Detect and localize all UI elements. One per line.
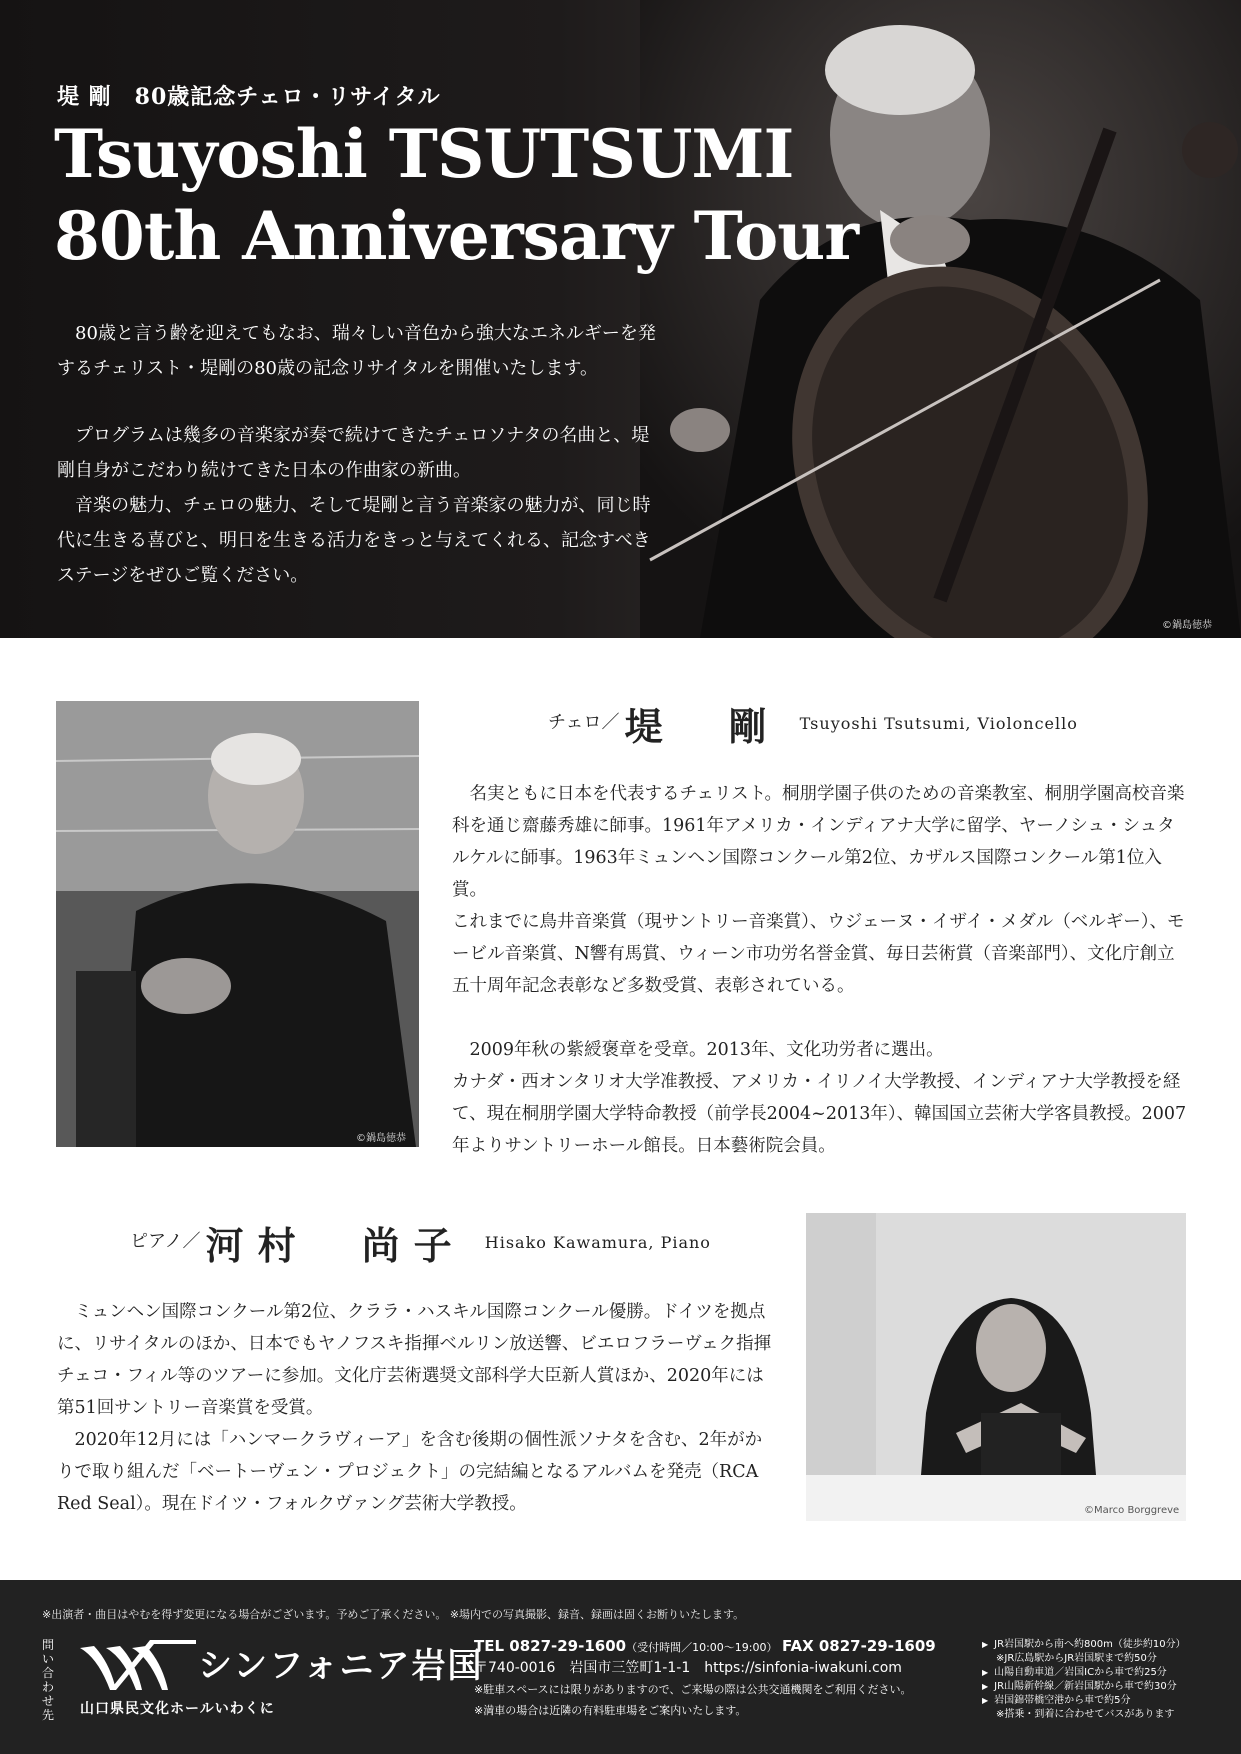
footer: [0, 1580, 1241, 1754]
cellist-name-en: Tsuyoshi Tsutsumi, Violoncello: [799, 714, 1078, 733]
cellist-portrait-image: [56, 701, 419, 1147]
title-line-2: 80th Anniversary Tour: [54, 197, 858, 275]
access-info: [982, 1638, 1186, 1722]
pianist-photo-credit: ©Marco Borggreve: [1084, 1505, 1180, 1516]
pianist-portrait-image: [806, 1213, 1186, 1521]
bio-paragraph: これまでに鳥井音楽賞（現サントリー音楽賞）、ウジェーヌ・イザイ・メダル（ベルギー）、モービル音楽賞、N響有馬賞、ウィーン市功労名誉金賞、毎日芸術賞（音楽部門）、文化庁創立五十周年記念表彰など多数受賞、表彰されている。: [452, 912, 1185, 996]
footer-notice: ※出演者・曲目はやむを得ず変更になる場合がございます。予めご了承ください。 ※場内での写真撮影、録音、録画は固くお断りいたします。: [42, 1608, 745, 1621]
venue-address[interactable]: 〒740-0016 岩国市三笠町1-1-1 https://sinfonia-iwakuni.com: [474, 1660, 902, 1676]
title-line-1: Tsuyoshi TSUTSUMI: [54, 115, 794, 193]
contact-info: [474, 1636, 936, 1721]
pianist-name-jp: 河村 尚子: [205, 1223, 466, 1268]
pianist-portrait-photo: [806, 1213, 1186, 1521]
bio-paragraph: 2020年12月には「ハンマークラヴィーア」を含む後期の個性派ソナタを含む、2年がかりで取り組んだ「ベートーヴェン・プロジェクト」の完結編となるアルバムを発売（RCA Red Seal）。現在ドイツ・フォルクヴァング芸術大学教授。: [57, 1430, 763, 1514]
venue-logo-sub: 山口県民文化ホールいわくに: [80, 1701, 275, 1717]
cellist-heading: [548, 696, 1078, 751]
cellist-performing-photo: [640, 0, 1241, 638]
cellist-photo-credit: ©鍋島徳恭: [356, 1133, 406, 1144]
access-item: ▶ 岩国錦帯橋空港から車で約5分: [982, 1694, 1186, 1708]
parking-note-1: ※駐車スペースには限りがありますので、ご来場の際は公共交通機関をご利用ください。: [474, 1683, 912, 1696]
hero-intro: [57, 316, 657, 593]
bio-paragraph: カナダ・西オンタリオ大学准教授、アメリカ・イリノイ大学教授、インディアナ大学教授を経て、現在桐朋学園大学特命教授（前学長2004~2013年）、韓国国立芸術大学客員教授。2007年よりサントリーホール館長。日本藝術院会員。: [452, 1072, 1187, 1156]
access-note: ※搭乗・到着に合わせてバスがあります: [996, 1709, 1175, 1720]
parking-note-2: ※満車の場合は近隣の有料駐車場をご案内いたします。: [474, 1704, 747, 1717]
hero-banner: [0, 0, 1241, 638]
bio-paragraph: ミュンヘン国際コンクール第2位、クララ・ハスキル国際コンクール優勝。ドイツを拠点に、リサイタルのほか、日本でもヤノフスキ指揮ベルリン放送響、ビエロフラーヴェク指揮チェコ・フィル等のツアーに参加。文化庁芸術選奨文部科学大臣新人賞ほか、2020年には第51回サントリー音楽賞を受賞。: [57, 1302, 772, 1418]
pianist-name-en: Hisako Kawamura, Piano: [484, 1233, 711, 1252]
hero-title: [54, 113, 858, 277]
intro-paragraph: プログラムは幾多の音楽家が奏で続けてきたチェロソナタの名曲と、堤剛自身がこだわり続けてきた日本の作曲家の新曲。: [57, 425, 650, 481]
access-item: ▶ JR岩国駅から南へ約800m（徒歩約10分）: [982, 1638, 1186, 1652]
cellist-portrait-photo: [56, 701, 419, 1147]
pianist-heading: [130, 1215, 711, 1270]
pianist-bio: [57, 1296, 772, 1520]
bio-paragraph: 2009年秋の紫綬褒章を受章。2013年、文化功労者に選出。: [469, 1040, 944, 1060]
fax-number: FAX 0827-29-1609: [781, 1637, 936, 1655]
cellist-name-jp: 堤 剛: [624, 704, 781, 749]
hero-subtitle: 堤 剛 80歳記念チェロ・リサイタル: [57, 84, 441, 110]
bio-paragraph: 名実ともに日本を代表するチェリスト。桐朋学園子供のための音楽教室、桐朋学園高校音楽科を通じ齋藤秀雄に師事。1961年アメリカ・インディアナ大学に留学、ヤーノシュ・シュタルケルに師事。1963年ミュンヘン国際コンクール第2位、カザルス国際コンクール第1位入賞。: [452, 784, 1185, 900]
hero-photo-credit: ©鍋島徳恭: [1162, 620, 1212, 631]
cellist-role: チェロ／: [548, 712, 620, 733]
tel-number[interactable]: TEL 0827-29-1600: [474, 1637, 627, 1655]
venue-logo-name: シンフォニア岩国: [198, 1646, 484, 1686]
access-item: ▶ 山陽自動車道／岩国ICから車で約25分: [982, 1666, 1186, 1680]
intro-paragraph: 音楽の魅力、チェロの魅力、そして堤剛と言う音楽家の魅力が、同じ時代に生きる喜びと、明日を生きる活力をきっと与えてくれる、記念すべきステージをぜひご覧ください。: [57, 495, 651, 586]
cellist-bio: [452, 778, 1187, 1162]
intro-paragraph: 80歳と言う齢を迎えてもなお、瑞々しい音色から強大なエネルギーを発するチェリスト・堤剛の80歳の記念リサイタルを開催いたします。: [57, 323, 656, 379]
sinfonia-logo-icon: [80, 1638, 196, 1694]
pianist-role: ピアノ／: [130, 1231, 201, 1252]
tel-hours: （受付時間／10:00～19:00）: [626, 1641, 778, 1654]
access-note: ※JR広島駅からJR岩国駅まで約50分: [996, 1653, 1157, 1664]
access-item: ▶ JR山陽新幹線／新岩国駅から車で約30分: [982, 1680, 1186, 1694]
inquiry-label: 問い合わせ先: [42, 1638, 55, 1722]
